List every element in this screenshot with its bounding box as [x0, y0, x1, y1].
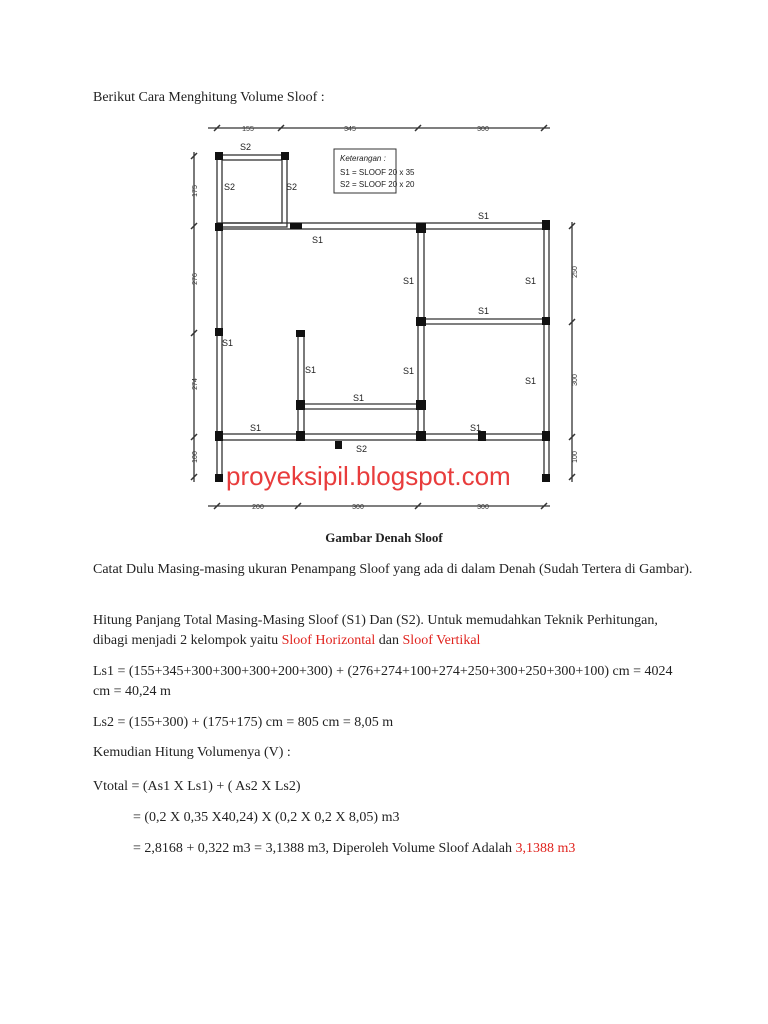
label-s1-right-upper: S1 [525, 276, 537, 286]
intro-text: Berikut Cara Menghitung Volume Sloof : [93, 90, 325, 105]
label-s1-right-lower: S1 [525, 376, 537, 386]
dim-top-1: 155 [242, 126, 254, 133]
ls2-formula: Ls2 = (155+300) + (175+175) cm = 805 cm = 8,05 m [93, 715, 394, 730]
dim-left-4: 100 [192, 451, 199, 463]
dim-right-3: 100 [572, 451, 579, 463]
paragraph-2-text: Hitung Panjang Total Masing-Masing Sloof (S1) Dan (S2). Untuk memudahkan Teknik Perhitungan, dibagi menjadi 2 kelompok yaitu [93, 613, 658, 648]
sloof-vertikal-highlight: Sloof Vertikal [402, 633, 481, 648]
legend-line-1: S1 = SLOOF 20 x 35 [340, 168, 415, 177]
label-s2-bottom: S2 [356, 444, 368, 454]
vtotal-result [133, 839, 693, 859]
vtotal-formula: Vtotal = (As1 X Ls1) + ( As2 X Ls2) [93, 779, 301, 794]
volume-result-highlight: 3,1388 m3 [515, 841, 576, 856]
dim-bottom-2: 300 [352, 504, 364, 511]
paragraph-1: Catat Dulu Masing-masing ukuran Penampang Sloof yang ada di dalam Denah (Sudah Tertera di Gambar). [93, 562, 693, 577]
label-s1-inner-horizontal: S1 [353, 393, 365, 403]
label-s1-col-left: S1 [403, 276, 415, 286]
label-s1-top-right: S1 [478, 211, 490, 221]
label-s1-col-left-lower: S1 [403, 366, 415, 376]
dim-top-2: 345 [344, 126, 356, 133]
label-s1-mid-horizontal: S1 [478, 306, 490, 316]
label-s1-inner-column: S1 [305, 365, 317, 375]
label-s2-right: S2 [286, 182, 298, 192]
label-s1-left-wall: S1 [222, 338, 234, 348]
label-s1-bottom-left: S1 [250, 423, 262, 433]
dim-top-3: 300 [477, 126, 489, 133]
paragraph-2-and: dan [375, 633, 403, 648]
vtotal-substitution: = (0,2 X 0,35 X40,24) X (0,2 X 0,2 X 8,05) m3 [133, 810, 400, 825]
dim-left-3: 274 [192, 378, 199, 390]
legend-line-2: S2 = SLOOF 20 x 20 [340, 180, 415, 189]
dim-right-1: 250 [572, 266, 579, 278]
dim-left-1: 175 [192, 185, 199, 197]
dim-right-2: 300 [572, 374, 579, 386]
dim-left-2: 276 [192, 273, 199, 285]
paragraph-3: Kemudian Hitung Volumenya (V) : [93, 745, 291, 760]
label-s1-top-mid: S1 [312, 235, 324, 245]
floor-plan-drawing [178, 112, 590, 518]
label-s2-top: S2 [240, 142, 252, 152]
sloof-horizontal-highlight: Sloof Horizontal [281, 633, 376, 648]
legend-title: Keterangan : [340, 154, 386, 163]
ls1-formula: Ls1 = (155+345+300+300+300+200+300) + (276+274+100+274+250+300+250+300+100) cm = 4024 cm = 40,24 m [93, 664, 673, 699]
vtotal-result-text: = 2,8168 + 0,322 m3 = 3,1388 m3, Diperoleh Volume Sloof Adalah [133, 841, 516, 856]
paragraph-2 [93, 611, 693, 651]
figure-caption: Gambar Denah Sloof [325, 530, 443, 545]
dim-bottom-1: 200 [252, 504, 264, 511]
dim-bottom-3: 300 [477, 504, 489, 511]
label-s2-left: S2 [224, 182, 236, 192]
label-s1-bottom-right: S1 [470, 423, 482, 433]
watermark-text: proyeksipil.blogspot.com [226, 461, 511, 491]
